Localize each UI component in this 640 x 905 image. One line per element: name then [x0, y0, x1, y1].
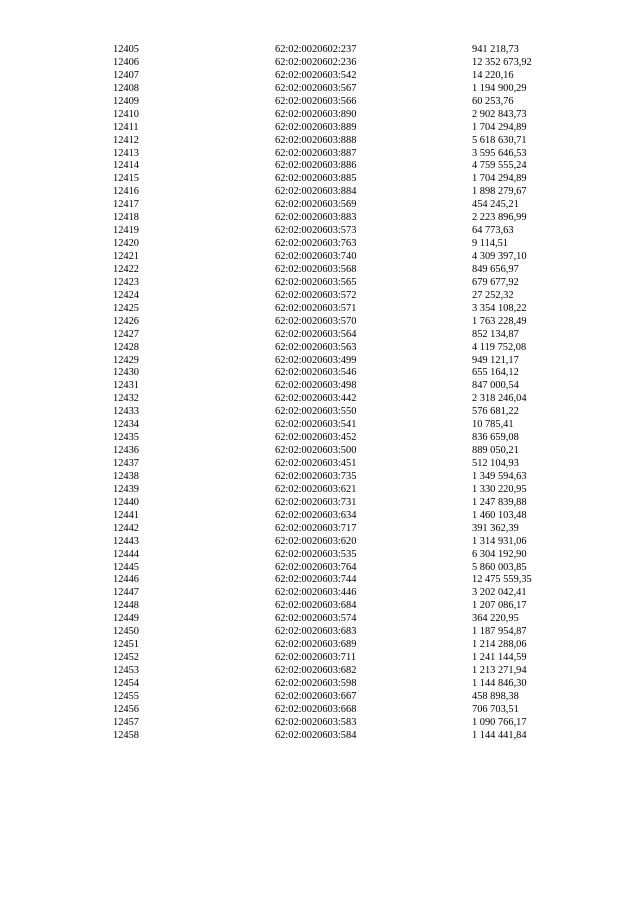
table-row [113, 70, 592, 83]
row-number: 12406 [113, 56, 139, 68]
row-number: 12458 [113, 729, 139, 741]
cadastral-value: 1 898 279,67 [472, 186, 527, 198]
row-number: 12411 [113, 121, 139, 133]
row-number: 12416 [113, 186, 139, 198]
cadastral-number: 62:02:0020603:542 [275, 69, 357, 81]
cadastral-value: 849 656,97 [472, 263, 519, 275]
row-number: 12426 [113, 315, 139, 327]
table-row [113, 445, 592, 458]
cadastral-number: 62:02:0020603:452 [275, 432, 357, 444]
cadastral-number: 62:02:0020603:598 [275, 677, 357, 689]
cadastral-number: 62:02:0020603:583 [275, 716, 357, 728]
table-row [113, 652, 592, 665]
cadastral-value: 889 050,21 [472, 445, 519, 457]
table-row [113, 186, 592, 199]
cadastral-value: 364 220,95 [472, 613, 519, 625]
row-number: 12455 [113, 690, 139, 702]
row-number: 12407 [113, 69, 139, 81]
table-row [113, 380, 592, 393]
cadastral-number: 62:02:0020603:683 [275, 626, 357, 638]
table-row [113, 432, 592, 445]
row-number: 12434 [113, 419, 139, 431]
row-number: 12446 [113, 574, 139, 586]
table-row [113, 419, 592, 432]
cadastral-number: 62:02:0020603:717 [275, 522, 357, 534]
cadastral-number: 62:02:0020603:546 [275, 367, 357, 379]
table-row [113, 225, 592, 238]
table-row [113, 600, 592, 613]
table-body [113, 44, 592, 743]
cadastral-value: 5 860 003,85 [472, 561, 527, 573]
table-row [113, 730, 592, 743]
cadastral-value: 4 759 555,24 [472, 160, 527, 172]
cadastral-number: 62:02:0020603:569 [275, 199, 357, 211]
table-row [113, 342, 592, 355]
cadastral-value: 4 119 752,08 [472, 341, 527, 353]
row-number: 12417 [113, 199, 139, 211]
cadastral-value: 1 144 846,30 [472, 677, 527, 689]
table-row [113, 562, 592, 575]
row-number: 12419 [113, 225, 139, 237]
table-row [113, 406, 592, 419]
table-row [113, 536, 592, 549]
row-number: 12431 [113, 380, 139, 392]
cadastral-value: 836 659,08 [472, 432, 519, 444]
cadastral-value: 2 902 843,73 [472, 108, 527, 120]
cadastral-number: 62:02:0020603:667 [275, 690, 357, 702]
table-row [113, 238, 592, 251]
cadastral-value: 1 314 931,06 [472, 535, 527, 547]
cadastral-number: 62:02:0020603:566 [275, 95, 357, 107]
table-row [113, 199, 592, 212]
cadastral-value: 60 253,76 [472, 95, 514, 107]
cadastral-number: 62:02:0020603:563 [275, 341, 357, 353]
table-row [113, 639, 592, 652]
table-row [113, 393, 592, 406]
cadastral-number: 62:02:0020603:572 [275, 289, 357, 301]
cadastral-value: 847 000,54 [472, 380, 519, 392]
cadastral-number: 62:02:0020603:711 [275, 652, 357, 664]
table-row [113, 458, 592, 471]
cadastral-number: 62:02:0020603:883 [275, 212, 357, 224]
row-number: 12420 [113, 238, 139, 250]
row-number: 12408 [113, 82, 139, 94]
row-number: 12437 [113, 458, 139, 469]
table-row [113, 135, 592, 148]
cadastral-value: 2 223 896,99 [472, 212, 527, 224]
cadastral-value: 1 460 103,48 [472, 509, 527, 521]
table-row [113, 510, 592, 523]
row-number: 12409 [113, 95, 139, 107]
cadastral-value: 12 475 559,35 [472, 574, 532, 586]
row-number: 12433 [113, 406, 139, 418]
cadastral-value: 14 220,16 [472, 69, 514, 81]
cadastral-value: 1 704 294,89 [472, 173, 527, 185]
cadastral-number: 62:02:0020603:570 [275, 315, 357, 327]
cadastral-number: 62:02:0020603:541 [275, 419, 357, 431]
cadastral-value: 1 090 766,17 [472, 716, 527, 728]
cadastral-value: 655 164,12 [472, 367, 519, 379]
cadastral-value: 1 214 288,06 [472, 639, 527, 651]
row-number: 12430 [113, 367, 139, 379]
table-row [113, 212, 592, 225]
cadastral-value: 1 349 594,63 [472, 470, 527, 482]
row-number: 12442 [113, 522, 139, 534]
table-row [113, 277, 592, 290]
table-row [113, 316, 592, 329]
cadastral-value: 6 304 192,90 [472, 548, 527, 560]
cadastral-number: 62:02:0020603:763 [275, 238, 357, 250]
cadastral-value: 1 213 271,94 [472, 665, 527, 676]
table-row [113, 574, 592, 587]
cadastral-number: 62:02:0020603:620 [275, 535, 357, 547]
cadastral-value: 679 677,92 [472, 276, 519, 288]
cadastral-value: 10 785,41 [472, 419, 514, 431]
cadastral-number: 62:02:0020603:634 [275, 509, 357, 521]
row-number: 12451 [113, 639, 139, 651]
row-number: 12413 [113, 147, 139, 159]
row-number: 12410 [113, 108, 139, 120]
cadastral-number: 62:02:0020603:499 [275, 354, 357, 366]
cadastral-number: 62:02:0020603:451 [275, 458, 357, 469]
table-row [113, 587, 592, 600]
cadastral-value: 1 763 228,49 [472, 315, 527, 327]
row-number: 12414 [113, 160, 139, 172]
cadastral-value: 1 187 954,87 [472, 626, 527, 638]
cadastral-value: 2 318 246,04 [472, 393, 527, 405]
cadastral-value: 706 703,51 [472, 703, 519, 715]
table-row [113, 678, 592, 691]
cadastral-number: 62:02:0020603:735 [275, 470, 357, 482]
cadastral-number: 62:02:0020603:682 [275, 665, 357, 676]
table-row [113, 303, 592, 316]
cadastral-number: 62:02:0020603:565 [275, 276, 357, 288]
cadastral-number: 62:02:0020603:584 [275, 729, 357, 741]
cadastral-number: 62:02:0020603:564 [275, 328, 357, 340]
table-row [113, 704, 592, 717]
row-number: 12452 [113, 652, 139, 664]
table-row [113, 148, 592, 161]
row-number: 12450 [113, 626, 139, 638]
cadastral-value: 576 681,22 [472, 406, 519, 418]
row-number: 12422 [113, 263, 139, 275]
row-number: 12454 [113, 677, 139, 689]
cadastral-number: 62:02:0020603:567 [275, 82, 357, 94]
row-number: 12429 [113, 354, 139, 366]
cadastral-number: 62:02:0020603:890 [275, 108, 357, 120]
cadastral-number: 62:02:0020602:236 [275, 56, 357, 68]
cadastral-number: 62:02:0020603:731 [275, 496, 357, 508]
row-number: 12441 [113, 509, 139, 521]
table-row [113, 122, 592, 135]
table-row [113, 626, 592, 639]
row-number: 12447 [113, 587, 139, 599]
cadastral-value: 852 134,87 [472, 328, 519, 340]
table-row [113, 264, 592, 277]
cadastral-number: 62:02:0020603:574 [275, 613, 357, 625]
cadastral-value: 1 330 220,95 [472, 483, 527, 495]
cadastral-number: 62:02:0020603:500 [275, 445, 357, 457]
cadastral-value: 3 354 108,22 [472, 302, 527, 314]
cadastral-number: 62:02:0020603:668 [275, 703, 357, 715]
cadastral-number: 62:02:0020603:573 [275, 225, 357, 237]
cadastral-value: 949 121,17 [472, 354, 519, 366]
cadastral-value: 64 773,63 [472, 225, 514, 237]
row-number: 12436 [113, 445, 139, 457]
cadastral-value: 4 309 397,10 [472, 251, 527, 262]
cadastral-number: 62:02:0020603:498 [275, 380, 357, 392]
row-number: 12405 [113, 44, 139, 55]
cadastral-value: 512 104,93 [472, 458, 519, 469]
cadastral-value: 458 898,38 [472, 690, 519, 702]
cadastral-number: 62:02:0020603:568 [275, 263, 357, 275]
cadastral-value: 391 362,39 [472, 522, 519, 534]
cadastral-value: 1 704 294,89 [472, 121, 527, 133]
row-number: 12415 [113, 173, 139, 185]
cadastral-number: 62:02:0020602:237 [275, 44, 357, 55]
cadastral-number: 62:02:0020603:887 [275, 147, 357, 159]
cadastral-value: 941 218,73 [472, 44, 519, 55]
table-row [113, 83, 592, 96]
table-row [113, 484, 592, 497]
row-number: 12432 [113, 393, 139, 405]
row-number: 12457 [113, 716, 139, 728]
table-row [113, 173, 592, 186]
table-row [113, 665, 592, 678]
cadastral-value: 1 207 086,17 [472, 600, 527, 612]
cadastral-number: 62:02:0020603:744 [275, 574, 357, 586]
cadastral-value: 1 247 839,88 [472, 496, 527, 508]
table-row [113, 613, 592, 626]
row-number: 12448 [113, 600, 139, 612]
cadastral-value: 1 241 144,59 [472, 652, 527, 664]
cadastral-number: 62:02:0020603:535 [275, 548, 357, 560]
cadastral-number: 62:02:0020603:888 [275, 134, 357, 146]
row-number: 12428 [113, 341, 139, 353]
cadastral-value: 12 352 673,92 [472, 56, 532, 68]
row-number: 12425 [113, 302, 139, 314]
row-number: 12440 [113, 496, 139, 508]
cadastral-number: 62:02:0020603:571 [275, 302, 357, 314]
table-row [113, 355, 592, 368]
row-number: 12421 [113, 251, 139, 262]
table-row [113, 497, 592, 510]
cadastral-number: 62:02:0020603:689 [275, 639, 357, 651]
cadastral-value: 5 618 630,71 [472, 134, 527, 146]
table-row [113, 717, 592, 730]
table-row [113, 691, 592, 704]
cadastral-number: 62:02:0020603:684 [275, 600, 357, 612]
row-number: 12427 [113, 328, 139, 340]
cadastral-number: 62:02:0020603:886 [275, 160, 357, 172]
table-row [113, 523, 592, 536]
table-row [113, 109, 592, 122]
table-row [113, 471, 592, 484]
cadastral-value: 1 194 900,29 [472, 82, 527, 94]
row-number: 12444 [113, 548, 139, 560]
cadastral-value: 3 595 646,53 [472, 147, 527, 159]
cadastral-number: 62:02:0020603:740 [275, 251, 357, 262]
cadastral-value-table [113, 44, 592, 743]
table-row [113, 160, 592, 173]
cadastral-number: 62:02:0020603:442 [275, 393, 357, 405]
row-number: 12412 [113, 134, 139, 146]
row-number: 12445 [113, 561, 139, 573]
cadastral-number: 62:02:0020603:764 [275, 561, 357, 573]
table-row [113, 96, 592, 109]
row-number: 12453 [113, 665, 139, 676]
row-number: 12456 [113, 703, 139, 715]
row-number: 12449 [113, 613, 139, 625]
cadastral-value: 27 252,32 [472, 289, 514, 301]
cadastral-value: 3 202 042,41 [472, 587, 527, 599]
table-row [113, 329, 592, 342]
row-number: 12423 [113, 276, 139, 288]
table-row [113, 367, 592, 380]
row-number: 12443 [113, 535, 139, 547]
cadastral-number: 62:02:0020603:889 [275, 121, 357, 133]
cadastral-number: 62:02:0020603:446 [275, 587, 357, 599]
row-number: 12424 [113, 289, 139, 301]
row-number: 12418 [113, 212, 139, 224]
table-row [113, 251, 592, 264]
table-row [113, 44, 592, 57]
row-number: 12439 [113, 483, 139, 495]
cadastral-number: 62:02:0020603:885 [275, 173, 357, 185]
table-row [113, 290, 592, 303]
cadastral-number: 62:02:0020603:884 [275, 186, 357, 198]
cadastral-value: 9 114,51 [472, 238, 508, 250]
cadastral-number: 62:02:0020603:550 [275, 406, 357, 418]
cadastral-number: 62:02:0020603:621 [275, 483, 357, 495]
cadastral-value: 454 245,21 [472, 199, 519, 211]
row-number: 12435 [113, 432, 139, 444]
table-row [113, 549, 592, 562]
cadastral-value: 1 144 441,84 [472, 729, 527, 741]
row-number: 12438 [113, 470, 139, 482]
table-row [113, 57, 592, 70]
